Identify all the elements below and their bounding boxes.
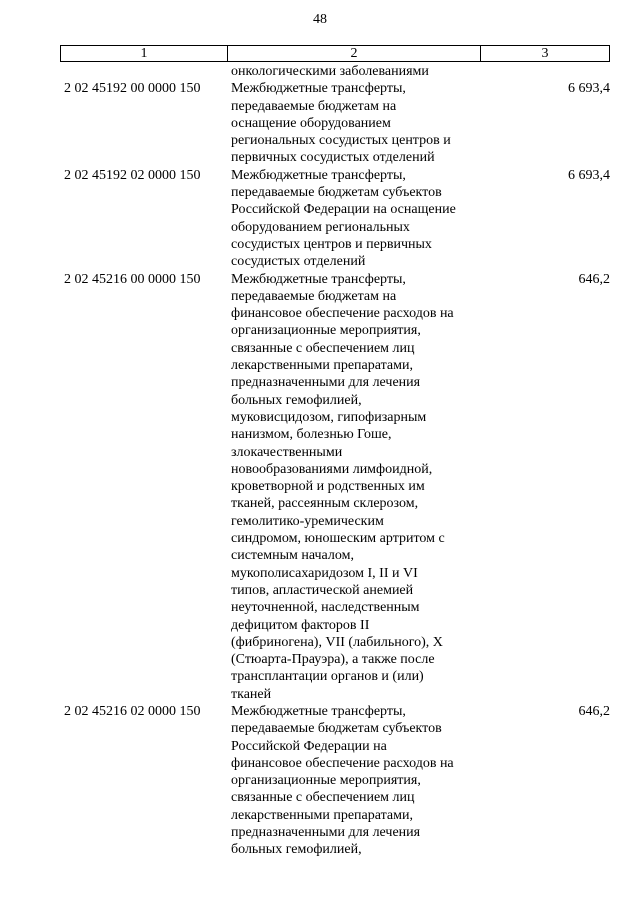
description-cell bbox=[231, 703, 484, 859]
description-line: тканей, рассеянным склерозом, bbox=[231, 496, 419, 512]
description-line: передаваемые бюджетам субъектов bbox=[231, 185, 442, 201]
description-line: (Стюарта-Прауэра), а также после bbox=[231, 652, 435, 668]
table-row bbox=[60, 167, 610, 271]
description-line: дефицитом факторов II bbox=[231, 617, 370, 633]
table-header bbox=[60, 45, 610, 62]
description-line: неуточненной, наследственным bbox=[231, 600, 420, 616]
description-line: больных гемофилией, bbox=[231, 392, 362, 408]
description-line: кроветворной и родственных им bbox=[231, 479, 425, 495]
description-line: системным началом, bbox=[231, 548, 354, 564]
amount-cell: 646,2 bbox=[578, 271, 610, 287]
description-line: организационные мероприятия, bbox=[231, 773, 421, 789]
description-line: лекарственными препаратами, bbox=[231, 807, 413, 823]
budget-code-cell: 2 02 45192 02 0000 150 bbox=[64, 167, 201, 183]
description-line: злокачественными bbox=[231, 444, 343, 460]
amount-cell: 6 693,4 bbox=[568, 81, 610, 97]
table-row bbox=[60, 63, 610, 80]
header-cell-1: 1 bbox=[61, 46, 228, 61]
description-line: лекарственными препаратами, bbox=[231, 358, 413, 374]
description-line: организационные мероприятия, bbox=[231, 323, 421, 339]
description-line: Межбюджетные трансферты, bbox=[231, 703, 406, 719]
description-line: трансплантации органов и (или) bbox=[231, 669, 424, 685]
description-line: типов, апластической анемией bbox=[231, 582, 414, 598]
description-line: Российской Федерации на bbox=[231, 738, 387, 754]
description-line: Межбюджетные трансферты, bbox=[231, 167, 406, 183]
description-line: синдромом, юношеским артритом с bbox=[231, 531, 445, 547]
description-line: онкологическими заболеваниями bbox=[231, 64, 429, 79]
description-line: мукополисахаридозом I, II и VI bbox=[231, 565, 418, 581]
description-line: сосудистых центров и первичных bbox=[231, 236, 432, 252]
amount-cell: 646,2 bbox=[578, 703, 610, 719]
description-cell bbox=[231, 271, 484, 703]
description-line: Российской Федерации на оснащение bbox=[231, 202, 456, 218]
table-row bbox=[60, 703, 610, 859]
description-line: региональных сосудистых центров и bbox=[231, 133, 451, 149]
description-line: больных гемофилией, bbox=[231, 842, 362, 858]
description-line: финансовое обеспечение расходов на bbox=[231, 755, 454, 771]
description-line: передаваемые бюджетам на bbox=[231, 288, 397, 304]
description-line: (фибриногена), VII (лабильного), X bbox=[231, 634, 443, 650]
description-line: оборудованием региональных bbox=[231, 219, 410, 235]
description-line: связанные с обеспечением лиц bbox=[231, 340, 415, 356]
description-line: предназначенными для лечения bbox=[231, 825, 421, 841]
description-line: связанные с обеспечением лиц bbox=[231, 790, 415, 806]
description-line: тканей bbox=[231, 686, 272, 702]
budget-code-cell: 2 02 45216 00 0000 150 bbox=[64, 271, 201, 287]
page-number: 48 bbox=[313, 12, 327, 27]
description-line: передаваемые бюджетам на bbox=[231, 98, 397, 114]
description-cell bbox=[231, 63, 484, 80]
description-line: первичных сосудистых отделений bbox=[231, 150, 435, 166]
description-line: передаваемые бюджетам субъектов bbox=[231, 721, 442, 737]
amount-cell: 6 693,4 bbox=[568, 167, 610, 183]
description-cell bbox=[231, 167, 484, 271]
budget-code-cell: 2 02 45216 02 0000 150 bbox=[64, 703, 201, 719]
budget-code-cell: 2 02 45192 00 0000 150 bbox=[64, 81, 201, 97]
description-line: Межбюджетные трансферты, bbox=[231, 271, 406, 287]
description-line: Межбюджетные трансферты, bbox=[231, 81, 406, 97]
description-line: предназначенными для лечения bbox=[231, 375, 421, 391]
description-line: муковисцидозом, гипофизарным bbox=[231, 409, 427, 425]
header-cell-2: 2 bbox=[228, 46, 481, 61]
table-row bbox=[60, 271, 610, 703]
table-body bbox=[60, 63, 610, 859]
description-line: сосудистых отделений bbox=[231, 254, 366, 270]
description-line: нанизмом, болезнью Гоше, bbox=[231, 427, 392, 443]
table-row bbox=[60, 80, 610, 166]
description-line: новообразованиями лимфоидной, bbox=[231, 461, 433, 477]
header-cell-3: 3 bbox=[541, 46, 549, 61]
description-cell bbox=[231, 80, 484, 166]
description-line: гемолитико-уремическим bbox=[231, 513, 384, 529]
description-line: финансовое обеспечение расходов на bbox=[231, 306, 454, 322]
description-line: оснащение оборудованием bbox=[231, 115, 391, 131]
